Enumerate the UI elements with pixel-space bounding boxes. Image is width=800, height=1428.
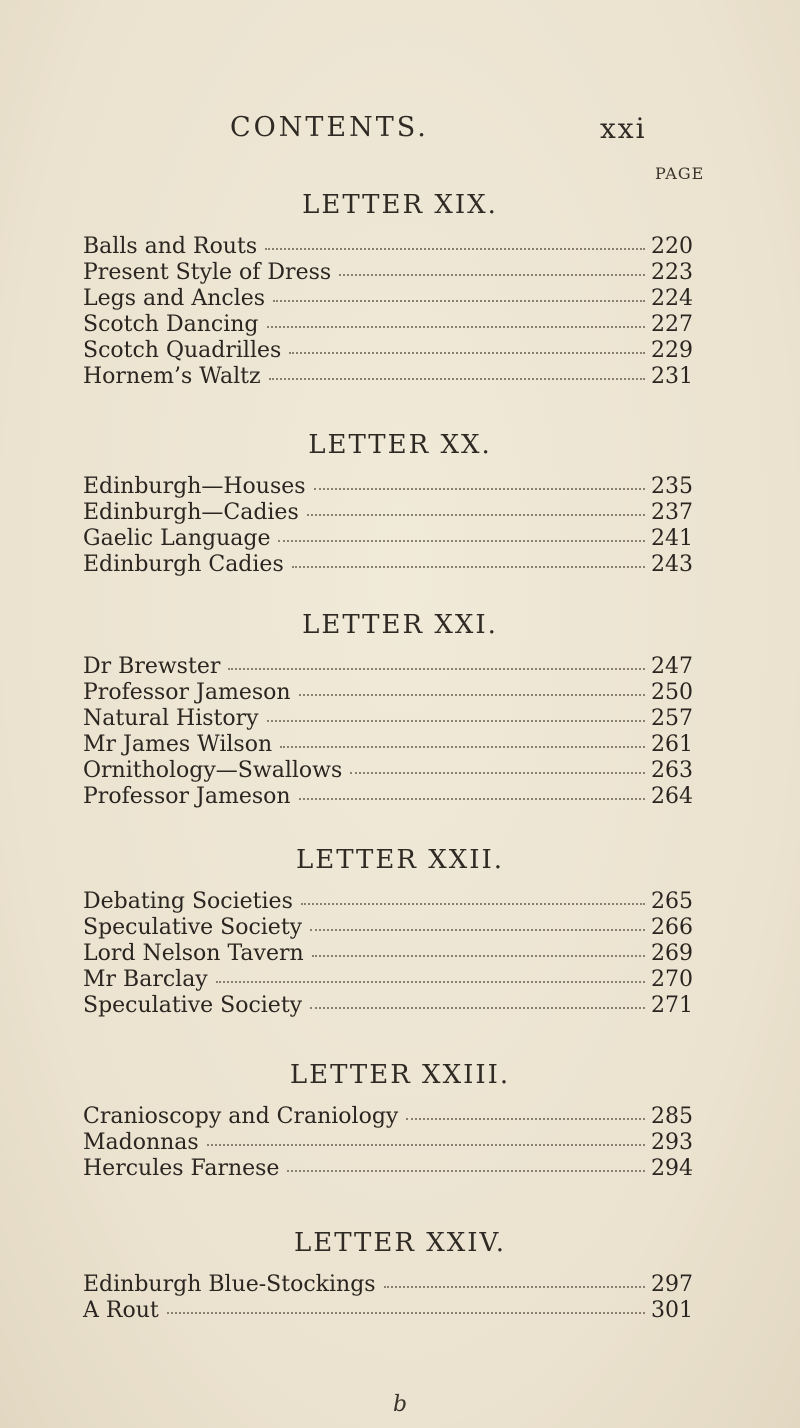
entry-title: Mr James Wilson (83, 732, 273, 757)
toc-entry (83, 915, 693, 941)
dot-leader (228, 668, 645, 670)
entry-title: Hercules Farnese (83, 1156, 280, 1181)
toc-entry (83, 941, 693, 967)
entry-title: Edinburgh Blue-Stockings (83, 1272, 376, 1297)
dot-leader (207, 1144, 645, 1146)
section-heading: LETTER XXIV. (293, 1228, 507, 1258)
toc-entry (83, 706, 693, 732)
toc-entry (83, 993, 693, 1019)
entry-title: Legs and Ancles (83, 286, 266, 311)
page-number: xxi (600, 112, 647, 145)
section-heading: LETTER XX. (308, 430, 492, 460)
entry-title: A Rout (83, 1298, 159, 1323)
section-heading: LETTER XXI. (302, 610, 498, 640)
entry-page: 247 (651, 654, 693, 679)
entry-page: 227 (651, 312, 693, 337)
toc-entry (83, 312, 693, 338)
toc-entry (83, 474, 693, 500)
dot-leader (384, 1286, 645, 1288)
entry-title: Edinburgh Cadies (83, 552, 284, 577)
entry-title: Professor Jameson (83, 784, 291, 809)
entry-page: 261 (651, 732, 693, 757)
signature-mark: b (393, 1392, 408, 1417)
dot-leader (273, 300, 645, 302)
entry-title: Mr Barclay (83, 967, 208, 992)
entry-title: Present Style of Dress (83, 260, 332, 285)
entry-title: Debating Societies (83, 889, 293, 914)
entry-title: Dr Brewster (83, 654, 221, 679)
toc-entry (83, 1130, 693, 1156)
toc-entry (83, 967, 693, 993)
page-column-label: PAGE (655, 164, 705, 183)
dot-leader (310, 1007, 645, 1009)
entry-page: 271 (651, 993, 693, 1018)
dot-leader (280, 746, 645, 748)
dot-leader (292, 566, 645, 568)
section-heading: LETTER XIX. (302, 190, 498, 220)
toc-entry (83, 680, 693, 706)
dot-leader (167, 1312, 645, 1314)
entry-page: 243 (651, 552, 693, 577)
entry-page: 231 (651, 364, 693, 389)
entry-title: Speculative Society (83, 915, 303, 940)
entry-page: 224 (651, 286, 693, 311)
dot-leader (350, 772, 645, 774)
toc-entry (83, 1104, 693, 1130)
entry-page: 250 (651, 680, 693, 705)
entry-page: 263 (651, 758, 693, 783)
dot-leader (287, 1170, 645, 1172)
toc-entry (83, 1156, 693, 1182)
entry-page: 235 (651, 474, 693, 499)
entry-list (83, 1104, 693, 1182)
toc-entry (83, 758, 693, 784)
entry-title: Balls and Routs (83, 234, 258, 259)
dot-leader (278, 540, 645, 542)
dot-leader (216, 981, 645, 983)
entry-page: 223 (651, 260, 693, 285)
toc-entry (83, 1298, 693, 1324)
entry-page: 264 (651, 784, 693, 809)
toc-entry (83, 364, 693, 390)
entry-title: Scotch Quadrilles (83, 338, 282, 363)
running-head (0, 112, 800, 152)
entry-page: 220 (651, 234, 693, 259)
entry-title: Edinburgh—Houses (83, 474, 306, 499)
dot-leader (299, 694, 645, 696)
entry-title: Gaelic Language (83, 526, 271, 551)
toc-entry (83, 654, 693, 680)
toc-entry (83, 526, 693, 552)
toc-entry (83, 234, 693, 260)
entry-title: Ornithology—Swallows (83, 758, 343, 783)
dot-leader (310, 929, 645, 931)
running-title: CONTENTS. (230, 112, 429, 143)
entry-page: 269 (651, 941, 693, 966)
dot-leader (406, 1118, 645, 1120)
entry-title: Cranioscopy and Craniology (83, 1104, 399, 1129)
entry-title: Hornem’s Waltz (83, 364, 261, 389)
entry-page: 285 (651, 1104, 693, 1129)
dot-leader (312, 955, 645, 957)
dot-leader (267, 326, 646, 328)
toc-entry (83, 552, 693, 578)
entry-page: 241 (651, 526, 693, 551)
toc-entry (83, 260, 693, 286)
entry-list (83, 654, 693, 810)
entry-title: Lord Nelson Tavern (83, 941, 304, 966)
entry-list (83, 474, 693, 578)
entry-page: 237 (651, 500, 693, 525)
dot-leader (339, 274, 645, 276)
dot-leader (314, 488, 645, 490)
section-heading: LETTER XXII. (295, 845, 505, 875)
entry-page: 294 (651, 1156, 693, 1181)
entry-title: Madonnas (83, 1130, 199, 1155)
dot-leader (289, 352, 645, 354)
dot-leader (307, 514, 645, 516)
entry-title: Professor Jameson (83, 680, 291, 705)
toc-entry (83, 732, 693, 758)
entry-page: 229 (651, 338, 693, 363)
dot-leader (265, 248, 645, 250)
entry-page: 293 (651, 1130, 693, 1155)
dot-leader (267, 720, 645, 722)
dot-leader (301, 903, 645, 905)
dot-leader (269, 378, 645, 380)
entry-list (83, 1272, 693, 1324)
entry-title: Edinburgh—Cadies (83, 500, 299, 525)
toc-entry (83, 500, 693, 526)
toc-entry (83, 1272, 693, 1298)
entry-page: 257 (651, 706, 693, 731)
entry-page: 266 (651, 915, 693, 940)
entry-list (83, 889, 693, 1019)
toc-entry (83, 338, 693, 364)
entry-page: 297 (651, 1272, 693, 1297)
toc-entry (83, 286, 693, 312)
toc-entry (83, 889, 693, 915)
entry-title: Speculative Society (83, 993, 303, 1018)
entry-list (83, 234, 693, 390)
dot-leader (299, 798, 645, 800)
entry-page: 270 (651, 967, 693, 992)
entry-title: Natural History (83, 706, 259, 731)
entry-title: Scotch Dancing (83, 312, 259, 337)
toc-entry (83, 784, 693, 810)
entry-page: 265 (651, 889, 693, 914)
section-heading: LETTER XXIII. (289, 1060, 511, 1090)
entry-page: 301 (651, 1298, 693, 1323)
